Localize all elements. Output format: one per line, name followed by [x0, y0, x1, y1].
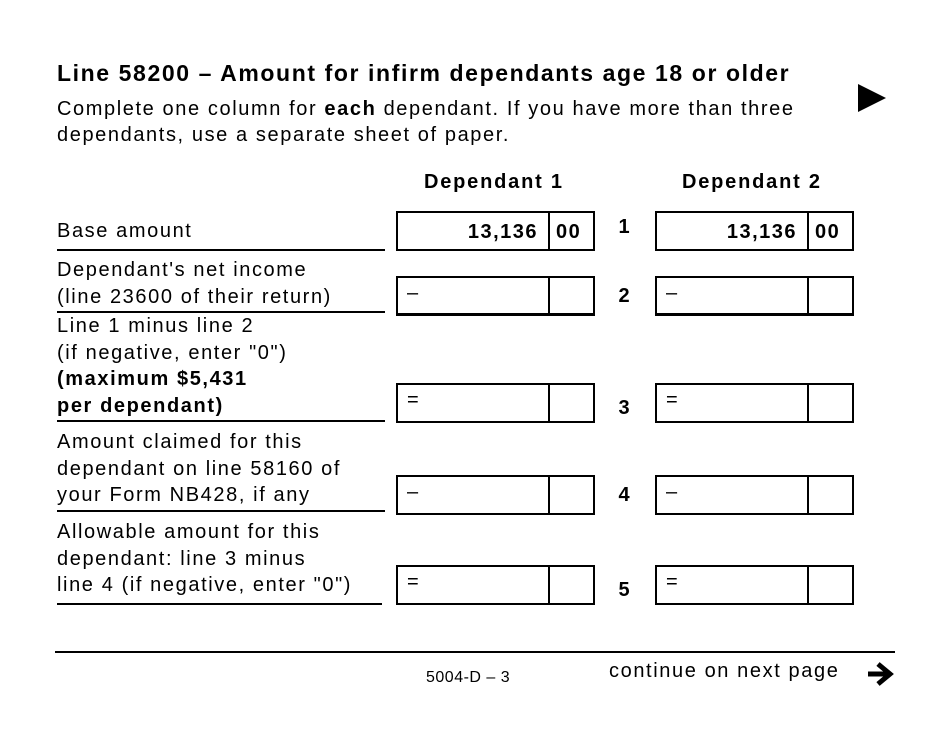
label-line: Allowable amount for this [57, 521, 321, 543]
cents-field[interactable] [550, 567, 593, 603]
row-3-rule [57, 420, 385, 422]
label-line: dependant: line 3 minus [57, 547, 307, 570]
minus-operator: – [407, 481, 419, 503]
cents-value: 00 [556, 221, 582, 243]
cents-field[interactable] [550, 385, 593, 421]
minus-operator: – [407, 282, 419, 304]
label-line: Amount claimed for this [57, 431, 303, 453]
row-5-dependant-1-amount[interactable] [396, 565, 595, 605]
line-number-3: 3 [618, 397, 630, 419]
row-2-label [57, 257, 332, 310]
dollars-field[interactable] [398, 213, 550, 249]
row-2-dependant-1-amount[interactable] [396, 276, 595, 316]
right-arrow-icon [866, 662, 894, 686]
row-1-dependant-2-amount[interactable] [655, 211, 854, 251]
form-code: 5004-D – 3 [426, 669, 511, 686]
cents-field[interactable] [809, 278, 852, 313]
label-line: line 4 (if negative, enter "0") [57, 574, 353, 596]
label-line: Line 1 minus line 2 [57, 315, 255, 337]
right-triangle-icon [858, 84, 886, 112]
continue-text: continue on next page [609, 660, 840, 682]
row-3-label [57, 313, 287, 419]
cents-field[interactable] [550, 278, 593, 313]
dollars-field[interactable] [657, 213, 809, 249]
minus-operator: – [666, 481, 678, 503]
equals-operator: = [407, 389, 419, 411]
page-title: Line 58200 – Amount for infirm dependants age 18 or older [57, 60, 791, 86]
cents-field[interactable] [809, 213, 852, 249]
cents-value: 00 [815, 221, 841, 243]
dollars-value: 13,136 [467, 221, 538, 243]
dollars-field[interactable] [398, 567, 550, 603]
dollars-value: 13,136 [726, 221, 797, 243]
row-3-dependant-1-amount[interactable] [396, 383, 595, 423]
minus-operator: – [666, 282, 678, 304]
intro-part1: Complete one column for [57, 98, 325, 120]
column-header-dependant-2: Dependant 2 [682, 171, 822, 193]
footer-divider [55, 651, 895, 653]
label-line: Base amount [57, 220, 193, 242]
dollars-field[interactable] [657, 278, 809, 313]
line-number-5: 5 [618, 579, 630, 601]
intro-text [57, 96, 837, 148]
row-4-label [57, 429, 341, 509]
dollars-field[interactable] [657, 385, 809, 421]
dollars-field[interactable] [398, 477, 550, 513]
label-line: dependant on line 58160 of [57, 457, 342, 480]
line-number-4: 4 [618, 484, 630, 506]
dollars-field[interactable] [398, 278, 550, 313]
dollars-field[interactable] [398, 385, 550, 421]
label-line-bold: per dependant) [57, 394, 224, 417]
cents-field[interactable] [550, 213, 593, 249]
label-line-bold: (maximum $5,431 [57, 368, 248, 390]
equals-operator: = [407, 571, 419, 593]
row-4-dependant-2-amount[interactable] [655, 475, 854, 515]
label-line: Dependant's net income [57, 259, 308, 281]
intro-bold: each [324, 98, 377, 120]
row-2-dependant-2-amount[interactable] [655, 276, 854, 316]
row-3-dependant-2-amount[interactable] [655, 383, 854, 423]
row-5-dependant-2-amount[interactable] [655, 565, 854, 605]
row-5-label [57, 519, 352, 599]
dollars-field[interactable] [657, 567, 809, 603]
line-number-2: 2 [618, 285, 630, 307]
intro-part2: dependant. If you have more than three dependants, use a separate sheet of paper. [57, 98, 795, 146]
equals-operator: = [666, 571, 678, 593]
row-1-rule [57, 249, 385, 251]
column-header-dependant-1: Dependant 1 [424, 171, 564, 193]
label-line: (if negative, enter "0") [57, 341, 288, 364]
row-5-rule [57, 603, 382, 605]
cents-field[interactable] [809, 567, 852, 603]
line-number-1: 1 [618, 216, 630, 238]
cents-field[interactable] [550, 477, 593, 513]
row-4-rule [57, 510, 385, 512]
row-1-label [57, 218, 192, 245]
cents-field[interactable] [809, 385, 852, 421]
label-line: (line 23600 of their return) [57, 285, 332, 308]
dollars-field[interactable] [657, 477, 809, 513]
cents-field[interactable] [809, 477, 852, 513]
equals-operator: = [666, 389, 678, 411]
label-line: your Form NB428, if any [57, 484, 311, 506]
row-1-dependant-1-amount[interactable] [396, 211, 595, 251]
row-4-dependant-1-amount[interactable] [396, 475, 595, 515]
